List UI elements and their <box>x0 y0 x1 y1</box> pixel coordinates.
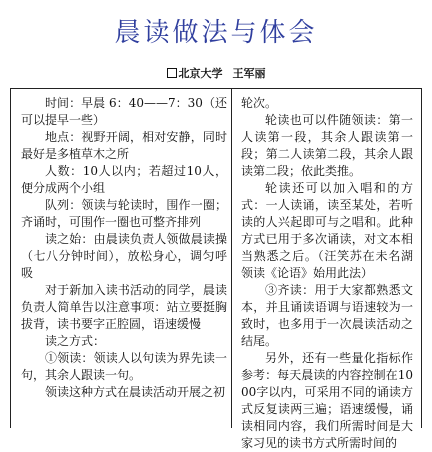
right-column <box>241 95 413 452</box>
left-column <box>21 95 227 401</box>
paragraph-call-response: 轮读还可以加入唱和的方式：一人读诵，读至某处，若听读的人兴起即可与之唱和。此种方式已用于多次诵读，对文本相当熟悉之后。（汪笑苏在未名湖领读《论语》始用此法） <box>241 181 413 280</box>
article-body <box>10 88 422 450</box>
paragraph-time: 时间：早晨 6：40——7：30（还可以提早一些） <box>21 96 227 127</box>
page-title: 晨读做法与体会 <box>114 18 318 48</box>
author-byline <box>0 65 432 81</box>
paragraph-formation: 队列：领读与轮读时，围作一圈；齐诵时，可围作一圈也可整齐排列 <box>21 198 227 229</box>
square-bullet-icon <box>167 68 177 78</box>
column-divider <box>231 89 232 428</box>
paragraph-methods-heading: 读之方式： <box>45 334 106 348</box>
paragraph-headcount: 人数：10人以内；若超过10人，便分成两个小组 <box>21 164 227 195</box>
paragraph-lead-reading-cont: 领读这种方式在晨读活动开展之初 <box>45 385 226 399</box>
paragraph-unison: ③齐读：用于大家都熟悉文本，并且诵读语调与语速较为一致时，也多用于一次晨读活动之结尾。 <box>241 283 413 348</box>
paragraph-metrics: 另外，还有一些量化指标作参考：每天晨读的内容控制在1000字以内，可采用不同的诵读方式反复读两三遍；语速缓慢，诵读相同内容，我们所需时间是大家习见的读书方式所需时间的 <box>241 351 413 450</box>
author-name: 王军丽 <box>232 67 266 80</box>
paragraph-rounds: 轮次。 <box>241 96 278 110</box>
paragraph-rotation: 轮读也可以件随领读：第一人读第一段，其余人跟读第一段；第二人读第二段，其余人跟读第二段；依此类推。 <box>241 113 413 178</box>
paragraph-notes: 对于新加入读书活动的同学，晨读负责人简单告以注意事项：站立要挺胸拔背，读书要字正腔圆，语速缓慢 <box>21 283 227 331</box>
paragraph-warmup: 读之始：由晨读负责人领做晨读操（七八分钟时间），放松身心，调匀呼吸 <box>21 232 227 280</box>
paragraph-location: 地点：视野开阔，相对安静，同时最好是多植草木之所 <box>21 130 227 161</box>
paragraph-lead-reading: ①领读：领读人以句读为界先读一句，其余人跟读一句。 <box>21 351 227 382</box>
author-affiliation: 北京大学 <box>178 67 223 80</box>
